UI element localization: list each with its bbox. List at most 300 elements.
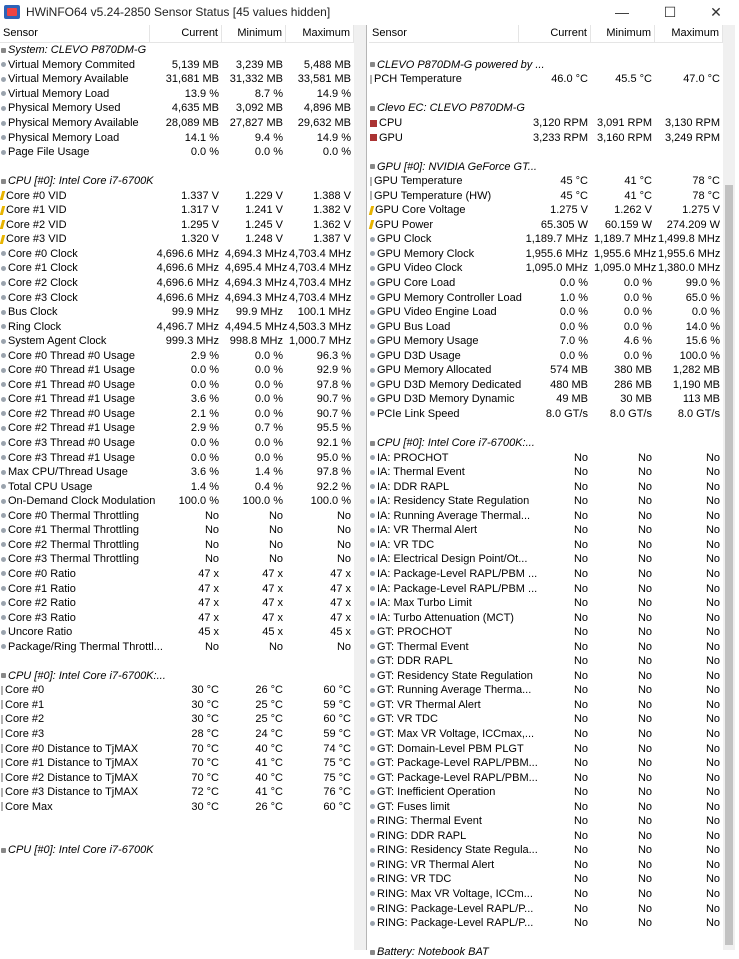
sensor-row[interactable]: [0, 581, 354, 596]
sensor-pane-right: [369, 25, 723, 959]
minimum-value: 31,332 MB: [229, 73, 283, 86]
sensor-label-cell: [369, 219, 519, 231]
sensor-group-header[interactable]: [0, 843, 354, 858]
sensor-label-cell: [0, 539, 150, 551]
maximum-value: 14.0 %: [685, 320, 720, 333]
sensor-group-header[interactable]: [369, 945, 723, 959]
sensor-row[interactable]: [369, 639, 723, 654]
sensor-row[interactable]: [0, 203, 354, 218]
sensor-row[interactable]: [0, 450, 354, 465]
sensor-row[interactable]: [369, 465, 723, 480]
minimum-value: 0.0 %: [254, 451, 283, 464]
sensor-label: GPU Video Engine Load: [377, 306, 497, 319]
minimum-value: 40 °C: [255, 771, 283, 784]
sensor-label: GT: Inefficient Operation: [377, 786, 496, 799]
sensor-label-cell: [0, 553, 150, 565]
chip-icon: [1, 848, 6, 853]
sensor-row[interactable]: [369, 785, 723, 800]
sensor-label: RING: Thermal Event: [377, 815, 482, 828]
sensor-label: IA: VR TDC: [377, 538, 435, 551]
minimum-value: 26 °C: [255, 800, 283, 813]
sensor-row[interactable]: [0, 785, 354, 800]
sensor-row[interactable]: [0, 87, 354, 102]
sensor-row[interactable]: [369, 130, 723, 145]
maximum-value: 14.9 %: [316, 131, 351, 144]
sensor-row[interactable]: [369, 392, 723, 407]
sensor-label: Core #1 Thermal Throttling: [8, 524, 140, 537]
maximum-value: 65.0 %: [685, 291, 720, 304]
sensor-label: Bus Clock: [8, 306, 58, 319]
sensor-dot-icon: [370, 382, 375, 387]
sensor-row[interactable]: [369, 858, 723, 873]
sensor-row[interactable]: [0, 538, 354, 553]
sensor-row[interactable]: [369, 669, 723, 684]
sensor-label-cell: [369, 612, 519, 624]
minimum-value: No: [637, 742, 652, 755]
sensor-row[interactable]: [369, 698, 723, 713]
minimum-value: No: [637, 757, 652, 770]
sensor-row[interactable]: [0, 334, 354, 349]
sensor-row[interactable]: [0, 509, 354, 524]
sensor-label: GT: Domain-Level PBM PLGT: [377, 742, 524, 755]
sensor-group-header[interactable]: [0, 669, 354, 684]
maximum-value: No: [705, 815, 720, 828]
minimum-value: No: [637, 684, 652, 697]
sensor-row[interactable]: [369, 188, 723, 203]
column-maximum-header[interactable]: Maximum: [286, 25, 354, 42]
sensor-label: RING: Package-Level RAPL/P...: [377, 917, 534, 930]
maximum-value: No: [705, 800, 720, 813]
sensor-row[interactable]: [369, 596, 723, 611]
sensor-row[interactable]: [0, 421, 354, 436]
sensor-row[interactable]: [0, 218, 354, 233]
sensor-row[interactable]: [0, 625, 354, 640]
sensor-dot-icon: [1, 411, 6, 416]
sensor-row[interactable]: [0, 116, 354, 131]
sensor-row[interactable]: [0, 276, 354, 291]
current-value: 1.4 %: [190, 480, 219, 493]
sensor-dot-icon: [370, 251, 375, 256]
sensor-row[interactable]: [369, 610, 723, 625]
close-button[interactable]: ✕: [710, 3, 722, 20]
sensor-row[interactable]: [369, 174, 723, 189]
sensor-row[interactable]: [369, 479, 723, 494]
sensor-label: Core #2 Thread #1 Usage: [8, 422, 135, 435]
sensor-dot-icon: [370, 557, 375, 562]
minimum-value: No: [637, 887, 652, 900]
sensor-row[interactable]: [369, 581, 723, 596]
sensor-dot-icon: [370, 644, 375, 649]
sensor-row[interactable]: [0, 436, 354, 451]
sensor-label: Core #2 Ratio: [8, 597, 76, 610]
sensor-row[interactable]: [0, 363, 354, 378]
sensor-row[interactable]: [0, 392, 354, 407]
sensor-label-cell: [369, 742, 524, 755]
sensor-row[interactable]: [0, 290, 354, 305]
sensor-row[interactable]: [369, 756, 723, 771]
sensor-row[interactable]: [369, 829, 723, 844]
sensor-dot-icon: [370, 862, 375, 867]
minimum-value: 1,955.6 MHz: [594, 247, 657, 260]
sensor-label-cell: [0, 204, 150, 216]
sensor-row[interactable]: [0, 683, 354, 698]
sensor-label-cell: [0, 772, 150, 784]
minimum-value: No: [637, 669, 652, 682]
sensor-row[interactable]: [369, 276, 723, 291]
sensor-row[interactable]: [369, 203, 723, 218]
minimum-value: No: [637, 800, 652, 813]
sensor-row[interactable]: [369, 523, 723, 538]
sensor-row[interactable]: [369, 319, 723, 334]
sensor-label-cell: [0, 844, 154, 857]
current-value: 70 °C: [191, 771, 219, 784]
sensor-label: Core #2 VID: [6, 218, 67, 231]
sensor-label-cell: [369, 626, 519, 638]
sensor-label: RING: VR TDC: [377, 873, 452, 886]
current-value: No: [573, 858, 588, 871]
sensor-row[interactable]: [0, 494, 354, 509]
sensor-row[interactable]: [0, 479, 354, 494]
minimum-value: 41 °C: [624, 175, 652, 188]
sensor-row[interactable]: [369, 567, 723, 582]
sensor-row[interactable]: [369, 72, 723, 87]
sensor-label-cell: [0, 306, 150, 318]
maximum-value: 92.1 %: [316, 437, 351, 450]
current-value: No: [573, 684, 588, 697]
column-maximum-header[interactable]: Maximum: [655, 25, 723, 42]
sensor-row[interactable]: [0, 639, 354, 654]
sensor-row[interactable]: [369, 727, 723, 742]
sensor-label: GPU: [379, 131, 403, 144]
sensor-row[interactable]: [369, 916, 723, 931]
maximum-value: 1,499.8 MHz: [658, 233, 721, 246]
sensor-label-cell: [0, 437, 150, 449]
minimum-value: 26 °C: [255, 684, 283, 697]
sensor-row[interactable]: [0, 101, 354, 116]
sensor-label: Physical Memory Load: [8, 131, 120, 144]
current-value: 0.0 %: [559, 349, 588, 362]
sensor-dot-icon: [370, 237, 375, 242]
sensor-group-header[interactable]: [0, 43, 354, 58]
current-value: No: [573, 582, 588, 595]
sensor-label-cell: [369, 495, 530, 508]
maximum-value: 60 °C: [323, 800, 351, 813]
sensor-row[interactable]: [369, 770, 723, 785]
sensor-label: Uncore Ratio: [8, 626, 73, 639]
minimum-value: 41 °C: [255, 786, 283, 799]
sensor-row[interactable]: [0, 319, 354, 334]
sensor-label-cell: [0, 292, 150, 304]
maximum-value: No: [336, 538, 351, 551]
column-minimum-header[interactable]: Minimum: [222, 25, 286, 42]
scrollbar-thumb[interactable]: [725, 185, 733, 945]
sensor-label-cell: [0, 786, 150, 798]
minimum-value: No: [637, 655, 652, 668]
sensor-dot-icon: [1, 630, 6, 635]
sensor-row[interactable]: [369, 538, 723, 553]
sensor-label-cell: [0, 59, 150, 71]
column-header: [0, 25, 354, 43]
current-value: No: [204, 640, 219, 653]
thermometer-icon: [370, 75, 372, 84]
maximum-value: No: [705, 713, 720, 726]
minimum-value: No: [637, 698, 652, 711]
sensor-label-cell: [369, 684, 532, 697]
sensor-label: Core #1 Distance to TjMAX: [5, 757, 139, 770]
column-current-header[interactable]: Current: [150, 25, 222, 42]
sensor-row[interactable]: [369, 683, 723, 698]
sensor-dot-icon: [370, 397, 375, 402]
sensor-dot-icon: [370, 673, 375, 678]
sensor-label-cell: [0, 88, 150, 100]
sensor-row[interactable]: [369, 305, 723, 320]
sensor-dot-icon: [370, 310, 375, 315]
sensor-row[interactable]: [0, 188, 354, 203]
sensor-label: IA: Package-Level RAPL/PBM ...: [377, 582, 538, 595]
sensor-label: PCH Temperature: [374, 73, 462, 86]
maximum-value: 47 x: [330, 582, 351, 595]
maximum-value: 4,703.4 MHz: [289, 291, 352, 304]
column-sensor-header[interactable]: Sensor: [369, 25, 519, 42]
sensor-row[interactable]: [0, 58, 354, 73]
sensor-dot-icon: [370, 630, 375, 635]
current-value: 0.0 %: [559, 320, 588, 333]
sensor-dot-icon: [1, 382, 6, 387]
sensor-dot-icon: [1, 455, 6, 460]
sensor-dot-icon: [1, 601, 6, 606]
sensor-label-cell: [369, 917, 534, 930]
maximum-value: No: [705, 509, 720, 522]
sensor-dot-icon: [1, 571, 6, 576]
sensor-row[interactable]: [0, 232, 354, 247]
sensor-dot-icon: [370, 295, 375, 300]
sensor-row[interactable]: [0, 727, 354, 742]
sensor-row[interactable]: [369, 814, 723, 829]
sensor-row[interactable]: [369, 348, 723, 363]
sensor-row[interactable]: [369, 741, 723, 756]
minimum-value: 4,694.3 MHz: [225, 247, 288, 260]
maximum-value: 0.0 %: [691, 306, 720, 319]
maximize-button[interactable]: ☐: [663, 3, 677, 20]
minimum-value: 47 x: [262, 582, 283, 595]
thermometer-icon: [1, 773, 3, 782]
maximum-value: No: [705, 917, 720, 930]
sensor-dot-icon: [370, 702, 375, 707]
sensor-row[interactable]: [369, 218, 723, 233]
sensor-group-header[interactable]: [0, 174, 354, 189]
minimum-value: 41 °C: [624, 189, 652, 202]
sensor-label-cell: [0, 481, 150, 493]
minimum-value: 998.8 MHz: [229, 335, 283, 348]
sensor-row[interactable]: [0, 261, 354, 276]
sensor-label: GPU Clock: [377, 233, 432, 246]
sensor-row[interactable]: [369, 843, 723, 858]
sensor-label: Core #2 Thread #0 Usage: [8, 407, 135, 420]
sensor-label: GPU D3D Usage: [377, 349, 461, 362]
current-value: 574 MB: [550, 364, 588, 377]
sensor-row[interactable]: [369, 712, 723, 727]
chip-icon: [1, 48, 6, 53]
sensor-label-cell: [0, 743, 150, 755]
sensor-label-cell: [369, 727, 535, 740]
sensor-label: GPU Memory Clock: [377, 247, 475, 260]
current-value: No: [573, 509, 588, 522]
sensor-row[interactable]: [0, 130, 354, 145]
minimum-value: 0.0 %: [623, 291, 652, 304]
current-value: 1,095.0 MHz: [525, 262, 588, 275]
sensor-row[interactable]: [369, 247, 723, 262]
sensor-group-header[interactable]: [369, 101, 723, 116]
current-value: No: [573, 567, 588, 580]
sensor-row[interactable]: [0, 567, 354, 582]
sensor-row[interactable]: [369, 407, 723, 422]
maximum-value: 59 °C: [323, 727, 351, 740]
minimum-value: 4.6 %: [623, 335, 652, 348]
sensor-row[interactable]: [0, 407, 354, 422]
sensor-label-cell: [369, 771, 538, 784]
column-header: [369, 25, 723, 43]
sensor-dot-icon: [1, 470, 6, 475]
current-value: No: [573, 538, 588, 551]
current-value: 30 °C: [191, 800, 219, 813]
sensor-label-cell: [0, 612, 150, 624]
sensor-label: Ring Clock: [8, 320, 62, 333]
sensor-label-cell: [369, 567, 538, 580]
sensor-label-cell: [369, 248, 519, 260]
sensor-row[interactable]: [0, 741, 354, 756]
sensor-row[interactable]: [369, 261, 723, 276]
sensor-row[interactable]: [369, 232, 723, 247]
spacer-row: [369, 87, 723, 102]
minimum-value: No: [637, 640, 652, 653]
current-value: No: [573, 713, 588, 726]
sensor-row[interactable]: [369, 901, 723, 916]
current-value: 45 °C: [560, 175, 588, 188]
maximum-value: 47 x: [330, 611, 351, 624]
current-value: 0.0 %: [559, 277, 588, 290]
column-current-header[interactable]: Current: [519, 25, 591, 42]
sensor-dot-icon: [1, 251, 6, 256]
current-value: 3.6 %: [190, 466, 219, 479]
minimum-value: 1.248 V: [245, 233, 283, 246]
sensor-row[interactable]: [369, 363, 723, 378]
current-value: 3.6 %: [190, 393, 219, 406]
sensor-dot-icon: [1, 542, 6, 547]
current-value: 28 °C: [191, 727, 219, 740]
sensor-row[interactable]: [0, 610, 354, 625]
minimum-value: 24 °C: [255, 727, 283, 740]
current-value: No: [573, 815, 588, 828]
sensor-label: Core Max: [5, 800, 53, 813]
sensor-label-cell: [0, 568, 150, 580]
maximum-value: 1.387 V: [313, 233, 351, 246]
sensor-row[interactable]: [369, 450, 723, 465]
sensor-row[interactable]: [0, 712, 354, 727]
sensor-label: Core #3 Thread #0 Usage: [8, 437, 135, 450]
minimum-value: 1,095.0 MHz: [594, 262, 657, 275]
sensor-row[interactable]: [0, 72, 354, 87]
sensor-row[interactable]: [369, 494, 723, 509]
minimum-value: No: [268, 524, 283, 537]
current-value: 30 °C: [191, 713, 219, 726]
sensor-row[interactable]: [369, 654, 723, 669]
sensor-label: GT: Package-Level RAPL/PBM...: [377, 771, 538, 784]
current-value: 70 °C: [191, 757, 219, 770]
sensor-label: Total CPU Usage: [8, 480, 93, 493]
sensor-label-cell: [0, 102, 150, 114]
sensor-label-cell: [369, 364, 519, 376]
sensor-row[interactable]: [369, 872, 723, 887]
sensor-row[interactable]: [0, 145, 354, 160]
sensor-row[interactable]: [0, 305, 354, 320]
sensor-row[interactable]: [369, 290, 723, 305]
current-value: 47 x: [198, 567, 219, 580]
sensor-group-header[interactable]: [369, 436, 723, 451]
current-value: 4,496.7 MHz: [156, 320, 219, 333]
sensor-label-cell: [0, 583, 150, 595]
sensor-row[interactable]: [0, 465, 354, 480]
fan-icon: [370, 120, 377, 127]
minimize-button[interactable]: —: [615, 4, 629, 20]
sensor-row[interactable]: [369, 509, 723, 524]
maximum-value: No: [705, 742, 720, 755]
maximum-value: No: [705, 655, 720, 668]
sensor-row[interactable]: [0, 378, 354, 393]
current-value: No: [573, 597, 588, 610]
sensor-row[interactable]: [0, 596, 354, 611]
sensor-row[interactable]: [369, 799, 723, 814]
sensor-row[interactable]: [369, 334, 723, 349]
column-minimum-header[interactable]: Minimum: [591, 25, 655, 42]
sensor-row[interactable]: [0, 756, 354, 771]
sensor-label-cell: [0, 626, 150, 638]
voltage-icon: [0, 220, 5, 229]
sensor-label-cell: [0, 277, 150, 289]
current-value: 70 °C: [191, 742, 219, 755]
sensor-dot-icon: [1, 91, 6, 96]
sensor-label-cell: [0, 335, 150, 347]
sensor-group-header[interactable]: [369, 58, 723, 73]
sensor-row[interactable]: [0, 247, 354, 262]
thermometer-icon: [1, 802, 3, 811]
maximum-value: 1,955.6 MHz: [658, 247, 721, 260]
minimum-value: No: [637, 597, 652, 610]
minimum-value: 45 x: [262, 626, 283, 639]
sensor-row[interactable]: [369, 625, 723, 640]
sensor-row[interactable]: [0, 770, 354, 785]
maximum-value: 1.388 V: [313, 189, 351, 202]
minimum-value: 0.0 %: [254, 349, 283, 362]
sensor-row[interactable]: [0, 799, 354, 814]
sensor-label: System Agent Clock: [8, 335, 107, 348]
sensor-row[interactable]: [0, 552, 354, 567]
sensor-label: Package/Ring Thermal Throttl...: [8, 640, 163, 653]
sensor-row[interactable]: [0, 523, 354, 538]
sensor-group-header[interactable]: [369, 159, 723, 174]
sensor-label-cell: [0, 669, 166, 682]
maximum-value: 60 °C: [323, 684, 351, 697]
sensor-label-cell: [369, 655, 519, 667]
sensor-row[interactable]: [369, 552, 723, 567]
sensor-row[interactable]: [0, 348, 354, 363]
sensor-row[interactable]: [369, 378, 723, 393]
sensor-row[interactable]: [0, 698, 354, 713]
sensor-label: RING: Max VR Voltage, ICCm...: [377, 887, 533, 900]
sensor-row[interactable]: [369, 116, 723, 131]
sensor-row[interactable]: [369, 887, 723, 902]
sensor-label: Max CPU/Thread Usage: [8, 466, 128, 479]
column-sensor-header[interactable]: Sensor: [0, 25, 150, 42]
